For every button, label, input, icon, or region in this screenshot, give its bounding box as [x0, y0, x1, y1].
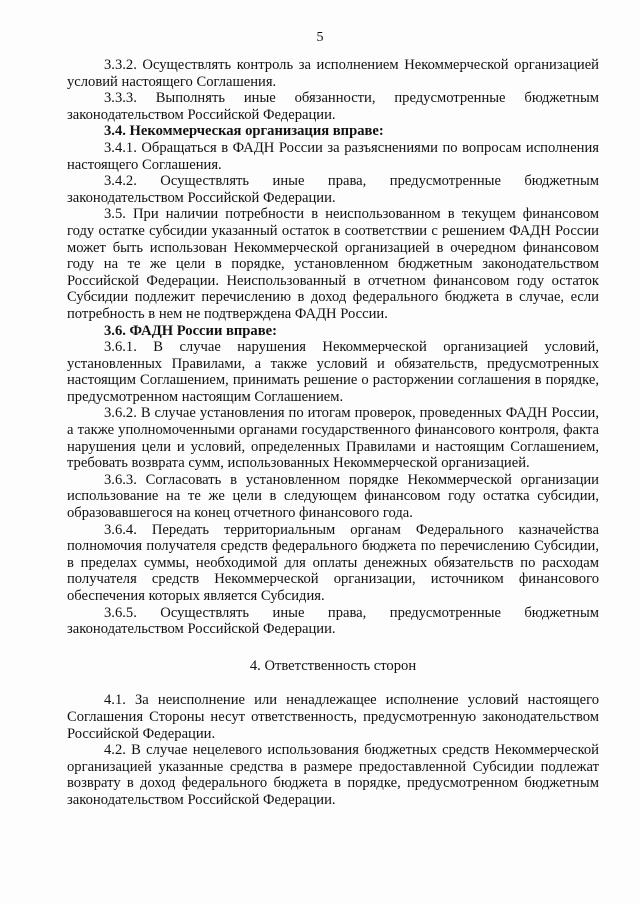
section-4-title: 4. Ответственность сторон: [249, 657, 417, 674]
heading-3-6: 3.6. ФАДН России вправе:: [104, 322, 277, 339]
heading-3-4: 3.4. Некоммерческая организация вправе:: [104, 123, 384, 140]
clause-3-4-1: 3.4.1. Обращаться в ФАДН России за разъяснениями по вопросам исполнения настоящего Соглашения.: [67, 139, 599, 173]
page-number: 5: [316, 30, 324, 45]
clause-3-6-4: 3.6.4. Передать территориальным органам Федерального казначейства полномочия получателя средств федерального бюджета по перечислению Субсидии, в пределах суммы, необходимой для оплаты денежных обязательств по расходам получателя средств Некоммерческой организации, источником финансового обеспечения которых является Субсидия.: [67, 521, 599, 604]
clause-3-6-3: 3.6.3. Согласовать в установленном порядке Некоммерческой организации использование на те же цели в следующем финансовом году остатка субсидии, образовавшегося на конец отчетного финансового года.: [67, 471, 599, 522]
clause-3-6-5: 3.6.5. Осуществлять иные права, предусмотренные бюджетным законодательством Российской Федерации.: [67, 604, 599, 638]
clause-3-3-3: 3.3.3. Выполнять иные обязанности, предусмотренные бюджетным законодательством Российской Федерации.: [67, 90, 599, 123]
clause-3-6-2: 3.6.2. В случае установления по итогам проверок, проведенных ФАДН России, а также уполномоченными органами государственного финансового контроля, факта нарушения цели и условий, определенных Правилами и настоящим Соглашением, требовать возврата сумм, использованных Некоммерческой организацией.: [67, 405, 599, 472]
clause-3-6-1: 3.6.1. В случае нарушения Некоммерческой организацией условий, установленных Правилами, а также условий и обязательств, предусмотренных настоящим Соглашением, принимать решение о расторжении соглашения в порядке, предусмотренном настоящим Соглашением.: [67, 339, 599, 405]
clause-3-3-2: 3.3.2. Осуществлять контроль за исполнением Некоммерческой организацией условий настоящего Соглашения.: [67, 57, 599, 90]
clause-3-4-2: 3.4.2. Осуществлять иные права, предусмотренные бюджетным законодательством Российской Федерации.: [67, 173, 599, 206]
clause-4-1: 4.1. За неисполнение или ненадлежащее исполнение условий настоящего Соглашения Стороны несут ответственность, предусмотренную законодательством Российской Федерации.: [67, 692, 599, 742]
clause-3-5: 3.5. При наличии потребности в неиспользованном в текущем финансовом году остатке субсидии указанный остаток в соответствии с решением ФАДН России может быть использован Некоммерческой организацией в очередном финансовом году на те же цели в порядке, установленном бюджетным законодательством Российской Федерации. Неиспользованный в отчетном финансовом году остаток Субсидии подлежит перечислению в доход федерального бюджета в случае, если потребность в нем не подтверждена ФАДН России.: [67, 206, 599, 322]
document-body: [67, 57, 599, 809]
clause-4-2: 4.2. В случае нецелевого использования бюджетных средств Некоммерческой организацией указанные средства в размере предоставленной Субсидии подлежат возврату в доход федерального бюджета в порядке, предусмотренном бюджетным законодательством Российской Федерации.: [67, 742, 599, 808]
